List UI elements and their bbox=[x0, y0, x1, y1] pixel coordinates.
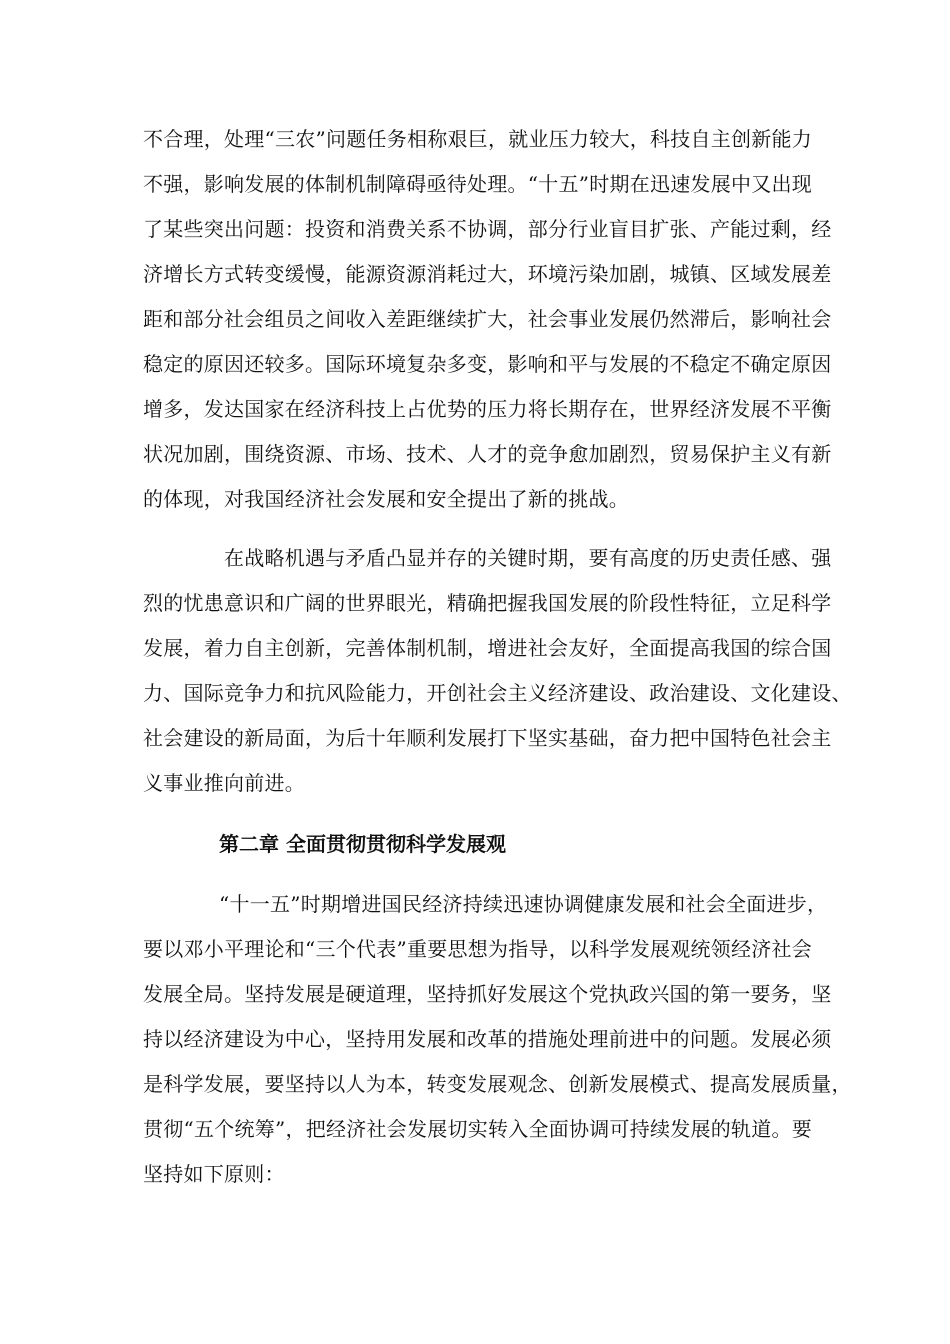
text-line: 在战略机遇与矛盾凸显并存的关键时期，要有高度的历史责任感、强 bbox=[224, 546, 832, 570]
chapter-heading: 第二章 全面贯彻贯彻科学发展观 bbox=[219, 832, 506, 856]
text-line: “十一五”时期增进国民经济持续迅速协调健康发展和社会全面进步， bbox=[219, 892, 828, 916]
text-line: 贯彻“五个统筹”，把经济社会发展切实转入全面协调可持续发展的轨道。要 bbox=[143, 1117, 812, 1141]
text-line: 持以经济建设为中心，坚持用发展和改革的措施处理前进中的问题。发展必须 bbox=[143, 1027, 832, 1051]
text-line: 不强，影响发展的体制机制障碍亟待处理。“十五”时期在迅速发展中又出现 bbox=[143, 172, 812, 196]
text-line: 了某些突出问题：投资和消费关系不协调，部分行业盲目扩张、产能过剩，经 bbox=[143, 217, 832, 241]
text-line: 距和部分社会组员之间收入差距继续扩大，社会事业发展仍然滞后，影响社会 bbox=[143, 307, 832, 331]
text-line: 要以邓小平理论和“三个代表”重要思想为指导，以科学发展观统领经济社会 bbox=[143, 937, 812, 961]
text-line: 发展全局。坚持发展是硬道理，坚持抓好发展这个党执政兴国的第一要务，坚 bbox=[143, 982, 832, 1006]
text-line: 力、国际竞争力和抗风险能力，开创社会主义经济建设、政治建设、文化建设、 bbox=[143, 681, 852, 705]
text-line: 不合理，处理“三农”问题任务相称艰巨，就业压力较大，科技自主创新能力 bbox=[143, 127, 812, 151]
text-line: 坚持如下原则： bbox=[143, 1162, 285, 1186]
text-line: 是科学发展，要坚持以人为本，转变发展观念、创新发展模式、提高发展质量， bbox=[143, 1072, 852, 1096]
text-line: 增多，发达国家在经济科技上占优势的压力将长期存在，世界经济发展不平衡 bbox=[143, 397, 832, 421]
text-line: 稳定的原因还较多。国际环境复杂多变，影响和平与发展的不稳定不确定原因 bbox=[143, 352, 832, 376]
text-line: 的体现，对我国经济社会发展和安全提出了新的挑战。 bbox=[143, 487, 629, 511]
text-line: 义事业推向前进。 bbox=[143, 771, 305, 795]
text-line: 发展，着力自主创新，完善体制机制，增进社会友好，全面提高我国的综合国 bbox=[143, 636, 832, 660]
text-line: 状况加剧，围绕资源、市场、技术、人才的竞争愈加剧烈，贸易保护主义有新 bbox=[143, 442, 832, 466]
text-line: 济增长方式转变缓慢，能源资源消耗过大，环境污染加剧，城镇、区域发展差 bbox=[143, 262, 832, 286]
text-line: 烈的忧患意识和广阔的世界眼光，精确把握我国发展的阶段性特征，立足科学 bbox=[143, 591, 832, 615]
text-line: 社会建设的新局面，为后十年顺利发展打下坚实基础，奋力把中国特色社会主 bbox=[143, 726, 832, 750]
